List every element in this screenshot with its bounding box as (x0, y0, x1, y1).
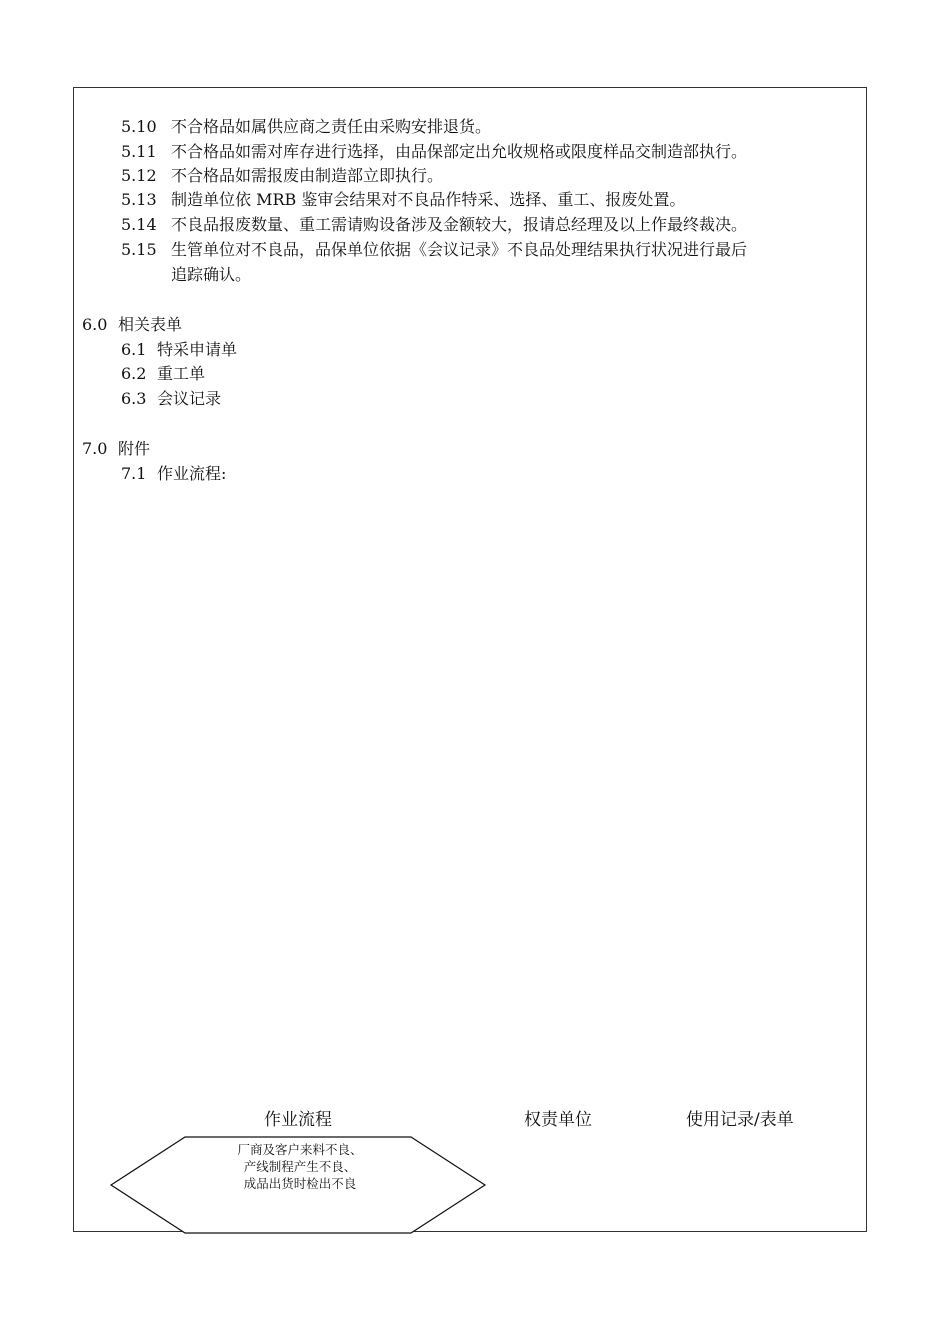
section-6-heading: 6.0 相关表单 (82, 315, 183, 334)
flow-column-owner: 权责单位 (524, 1110, 592, 1130)
flow-column-process: 作业流程 (264, 1110, 332, 1130)
flow-start-line: 成品出货时检出不良 (243, 1176, 357, 1191)
flow-start-text (200, 1141, 400, 1192)
item-5-15: 5.15 生管单位对不良品，品保单位依据《会议记录》不良品处理结果执行状况进行最后 (121, 240, 748, 259)
item-5-13: 5.13 制造单位依 MRB 鉴审会结果对不良品作特采、选择、重工、报废处置。 (121, 190, 686, 209)
section-7-heading: 7.0 附件 (82, 439, 151, 458)
item-7-1: 7.1 作业流程: (121, 464, 227, 483)
flow-start-line: 产线制程产生不良、 (243, 1159, 357, 1174)
flow-start-line: 厂商及客户来料不良、 (237, 1142, 363, 1157)
item-5-11: 5.11 不合格品如需对库存进行选择，由品保部定出允收规格或限度样品交制造部执行。 (121, 142, 748, 161)
item-6-2: 6.2 重工单 (121, 364, 206, 383)
flow-column-records: 使用记录/表单 (686, 1110, 794, 1130)
item-5-15-continuation: 追踪确认。 (171, 265, 252, 284)
item-5-12: 5.12 不合格品如需报废由制造部立即执行。 (121, 166, 444, 185)
item-5-14: 5.14 不良品报废数量、重工需请购设备涉及金额较大，报请总经理及以上作最终裁决。 (121, 215, 748, 234)
item-6-1: 6.1 特采申请单 (121, 340, 238, 359)
item-5-10: 5.10 不合格品如属供应商之责任由采购安排退货。 (121, 117, 492, 136)
item-6-3: 6.3 会议记录 (121, 389, 222, 408)
